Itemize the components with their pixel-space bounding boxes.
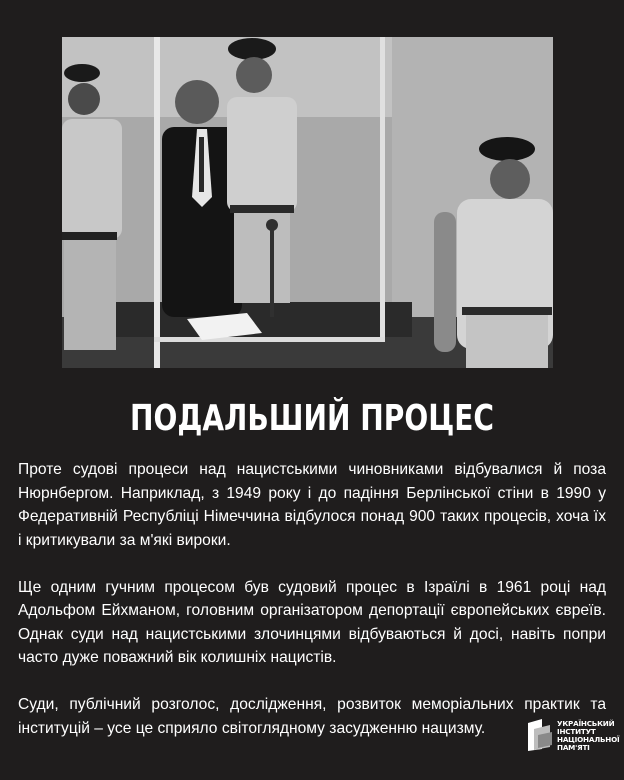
institute-logo-text xyxy=(557,720,619,752)
logo-line: НАЦІОНАЛЬНОЇ xyxy=(557,735,620,744)
logo-line: ІНСТИТУТ xyxy=(557,727,596,736)
logo-line: ПАМ'ЯТІ xyxy=(557,743,590,752)
paragraph: Суди, публічний розголос, дослідження, розвиток меморіальних практик та інституцій – усе це сприяло світоглядному засудженню нацизму. xyxy=(18,696,606,737)
trial-photo-illustration xyxy=(62,37,553,368)
page-title: ПОДАЛЬШИЙ ПРОЦЕС xyxy=(129,398,495,439)
logo-line: УКРАЇНСЬКИЙ xyxy=(557,719,615,728)
institute-logo xyxy=(528,717,620,757)
body-text xyxy=(18,458,606,764)
trial-photo xyxy=(62,37,553,368)
paragraph: Ще одним гучним процесом був судовий процес в Ізраїлі в 1961 році над Адольфом Ейхманом, головним організатором депортації європейських євреїв. Однак суди над нацистськими злочинцями відбуваються й досі, навіть попри часто дуже поважний вік колишніх нацистів. xyxy=(18,578,606,666)
paragraph: Проте судові процеси над нацистськими чиновниками відбувалися й поза Нюрнбергом. Наприклад, з 1949 року і до падіння Берлінської стіни в 1990 у Федеративній Республіці Німеччина відбулося понад 900 таких процесів, хоча їх і критикували за м'які вироки. xyxy=(18,461,606,549)
institute-logo-icon xyxy=(528,719,552,751)
